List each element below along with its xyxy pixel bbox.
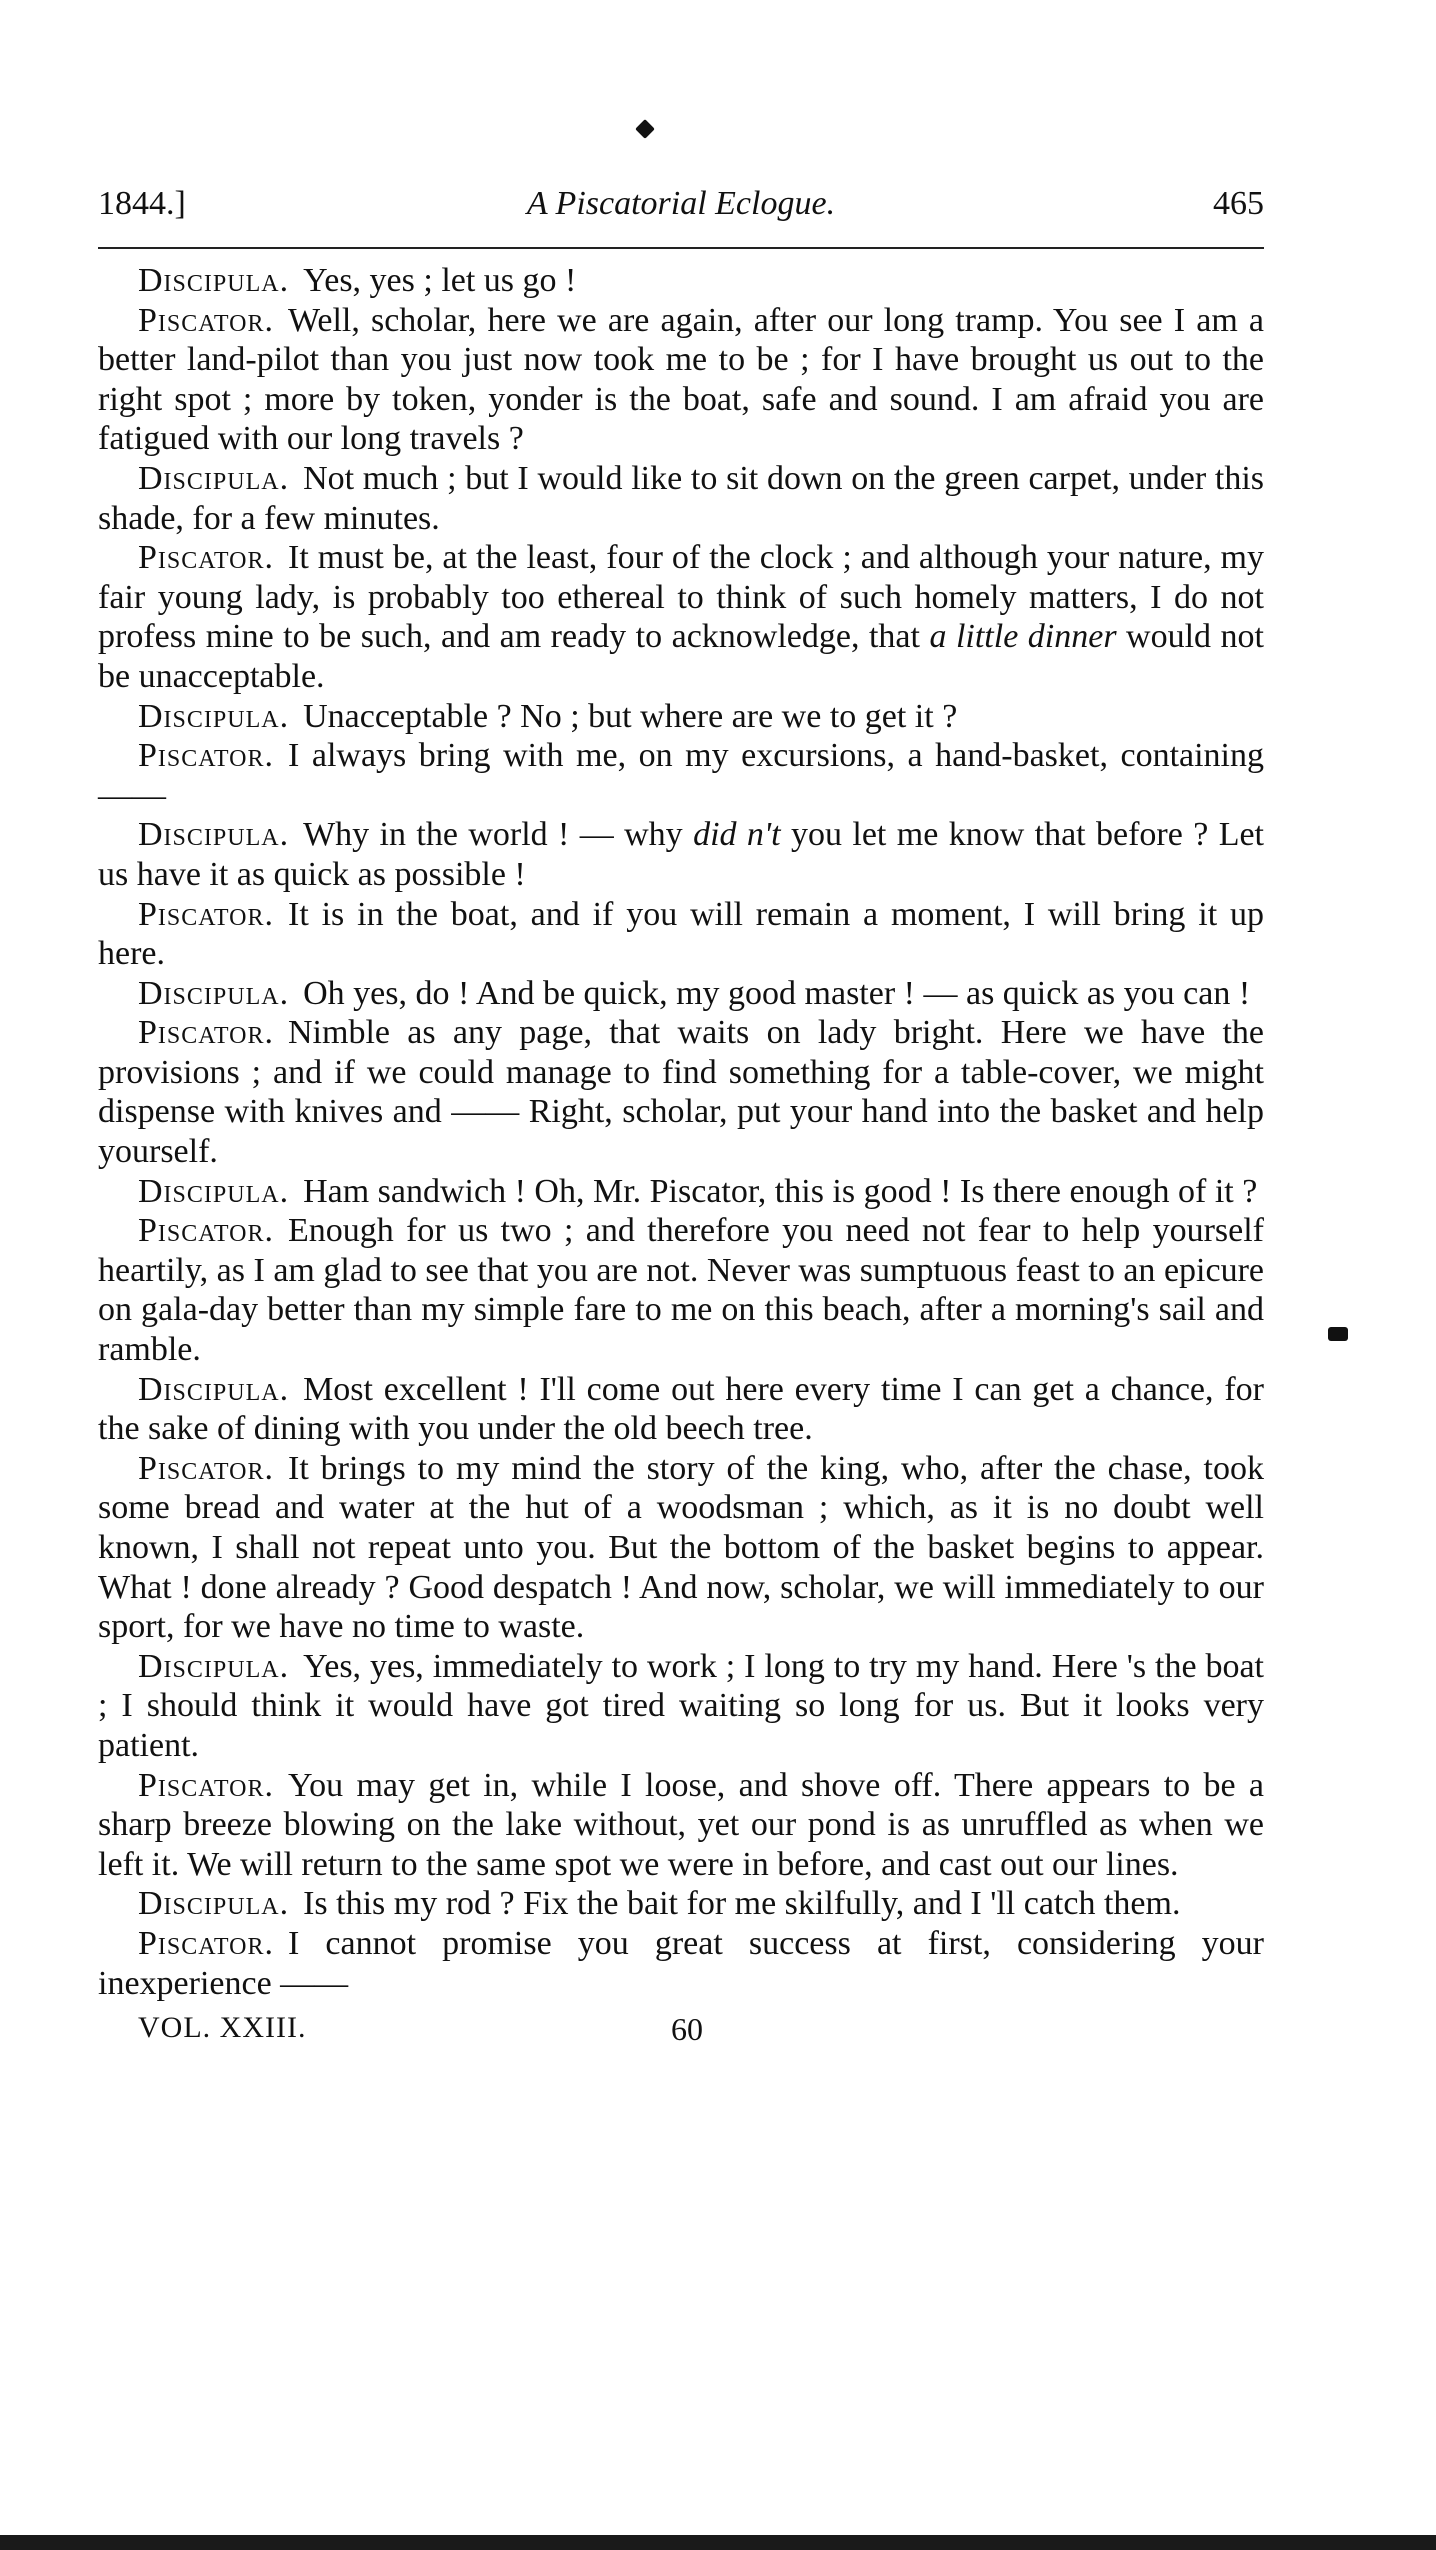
- dialogue-paragraph: [98, 1449, 1264, 1647]
- speech-text: It is in the boat, and if you will remain a moment, I will bring it up here.: [98, 895, 1264, 973]
- running-head: [98, 175, 1264, 225]
- dialogue-paragraph: [98, 1884, 1264, 1924]
- dialogue-paragraph: [98, 697, 1264, 737]
- printer-ornament: [635, 119, 655, 139]
- dialogue-paragraph: [98, 459, 1264, 538]
- speech-text: It brings to my mind the story of the king, who, after the chase, took some bread and water at the hut of a woodsman ; which, as it is no doubt well known, I shall not repeat unto you. But the bottom of the basket begins to appear. What ! done already ? Good despatch ! And now, scholar, we will immediately to our sport, for we have no time to waste.: [98, 1449, 1264, 1646]
- signature-mark: 60: [671, 2011, 703, 2048]
- speech-text: You may get in, while I loose, and shove off. There appears to be a sharp breeze blowing on the lake without, yet our pond is as unruffled as when we left it. We will return to the same spot we were in before, and cast out our lines.: [98, 1766, 1264, 1883]
- speaker-name: Discipula.: [138, 697, 290, 735]
- dialogue-paragraph: [98, 974, 1264, 1014]
- speaker-name: Piscator.: [138, 1449, 274, 1487]
- speaker-name: Discipula.: [138, 1647, 290, 1685]
- speaker-name: Discipula.: [138, 1172, 290, 1210]
- page-footer: [98, 2007, 1264, 2057]
- speech-text: I always bring with me, on my excursions, a hand-basket, containing ——: [98, 737, 1264, 814]
- margin-ink-mark: [1328, 1327, 1348, 1341]
- speaker-name: Piscator.: [138, 301, 274, 339]
- dialogue-paragraph: [98, 895, 1264, 974]
- speech-text: Yes, yes ; let us go !: [303, 262, 577, 299]
- speech-text: It must be, at the least, four of the clock ; and although your nature, my fair young lady, is probably too ethereal to think of such homely matters, I do not profess mine to be such, and am ready to acknowledge, that: [98, 539, 1264, 656]
- speaker-name: Piscator.: [138, 737, 274, 775]
- volume-label: VOL. XXIII.: [138, 2011, 307, 2045]
- speech-text: I cannot promise you great success at first, considering your inexperience ——: [98, 1924, 1264, 2002]
- speech-text: Nimble as any page, that waits on lady bright. Here we have the provisions ; and if we could manage to find something for a table-cover, we might dispense with knives and —— Right, scholar, put your hand into the basket and help yourself.: [98, 1014, 1264, 1171]
- speaker-name: Discipula.: [138, 459, 290, 497]
- speaker-name: Discipula.: [138, 974, 290, 1012]
- speech-text: Not much ; but I would like to sit down on the green carpet, under this shade, for a few minutes.: [98, 459, 1264, 537]
- header-rule: [98, 247, 1264, 249]
- dialogue-paragraph: [98, 736, 1264, 815]
- speaker-name: Discipula.: [138, 262, 290, 299]
- running-head-year: 1844.]: [98, 185, 186, 222]
- speaker-name: Piscator.: [138, 895, 274, 933]
- dialogue-paragraph: [98, 301, 1264, 459]
- speech-text: Ham sandwich ! Oh, Mr. Piscator, this is good ! Is there enough of it ?: [303, 1172, 1258, 1210]
- dialogue-paragraph: [98, 261, 1264, 301]
- speech-text: Most excellent ! I'll come out here every time I can get a chance, for the sake of dining with you under the old beech tree.: [98, 1370, 1264, 1448]
- running-head-title: A Piscatorial Eclogue.: [526, 185, 836, 222]
- dialogue-paragraph: [98, 1211, 1264, 1369]
- dialogue-paragraph: [98, 1924, 1264, 2003]
- speech-italic: a little dinner: [929, 618, 1117, 656]
- speech-text: would not be unacceptable.: [98, 618, 1265, 695]
- speaker-name: Piscator.: [138, 1212, 274, 1250]
- dialogue-paragraph: [98, 1766, 1264, 1885]
- speech-text: Unacceptable ? No ; but where are we to get it ?: [303, 697, 958, 735]
- book-page: [98, 175, 1264, 2057]
- speech-text: Is this my rod ? Fix the bait for me skilfully, and I 'll catch them.: [303, 1885, 1181, 1923]
- page-number: 465: [1213, 185, 1264, 222]
- scan-bottom-edge: [0, 2535, 1436, 2550]
- speech-text: Well, scholar, here we are again, after our long tramp. You see I am a better land-pilot than you just now took me to be ; for I have brought us out to the right spot ; more by token, yonder is the boat, safe and sound. I am afraid you are fatigued with our long travels ?: [98, 301, 1264, 458]
- speech-text: Oh yes, do ! And be quick, my good master ! — as quick as you can !: [303, 974, 1251, 1012]
- speaker-name: Piscator.: [138, 539, 274, 577]
- dialogue-paragraph: [98, 1172, 1264, 1212]
- speech-text: you let me know that before ? Let us have it as quick as possible !: [98, 816, 1264, 893]
- dialogue-paragraph: [98, 1370, 1264, 1449]
- speaker-name: Piscator.: [138, 1014, 274, 1052]
- speech-text: Yes, yes, immediately to work ; I long to try my hand. Here 's the boat ; I should think it would have got tired waiting so long for us. But it looks very patient.: [98, 1647, 1264, 1764]
- speaker-name: Piscator.: [138, 1924, 274, 1962]
- speaker-name: Discipula.: [138, 1885, 290, 1923]
- speech-italic: did n't: [693, 816, 781, 854]
- speaker-name: Discipula.: [138, 1370, 290, 1408]
- speech-text: Enough for us two ; and therefore you need not fear to help yourself heartily, as I am glad to see that you are not. Never was sumptuous feast to an epicure on gala-day better than my simple fare to me on this beach, after a morning's sail and ramble.: [98, 1212, 1264, 1369]
- speaker-name: Piscator.: [138, 1766, 274, 1804]
- dialogue-paragraph: [98, 538, 1264, 696]
- dialogue-paragraph: [98, 1013, 1264, 1171]
- speech-text: Why in the world ! — why: [303, 816, 694, 854]
- dialogue-body: [98, 261, 1264, 2003]
- dialogue-paragraph: [98, 1647, 1264, 1766]
- dialogue-paragraph: [98, 815, 1264, 894]
- speaker-name: Discipula.: [138, 816, 290, 854]
